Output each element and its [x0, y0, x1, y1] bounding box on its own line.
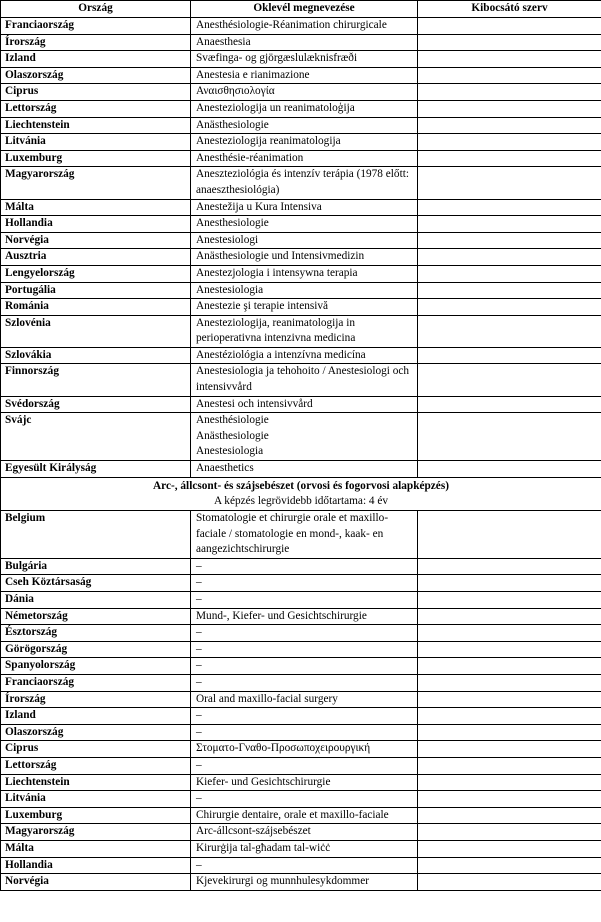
issuer-cell	[418, 824, 601, 841]
diploma-title-cell: Arc-állcsont-szájsebészet	[191, 824, 418, 841]
issuer-cell	[418, 216, 601, 233]
issuer-cell	[418, 641, 601, 658]
issuer-cell	[418, 364, 601, 396]
country-cell: Cseh Köztársaság	[1, 575, 191, 592]
issuer-cell	[418, 724, 601, 741]
table-row	[1, 608, 601, 625]
country-cell: Románia	[1, 299, 191, 316]
issuer-cell	[418, 18, 601, 35]
table-row	[1, 691, 601, 708]
country-cell: Hollandia	[1, 216, 191, 233]
country-cell: Málta	[1, 840, 191, 857]
table-row	[1, 18, 601, 35]
diploma-title-cell: –	[191, 757, 418, 774]
diploma-title-cell: –	[191, 791, 418, 808]
table-row	[1, 807, 601, 824]
table-row	[1, 592, 601, 609]
table-row	[1, 511, 601, 559]
table-row	[1, 874, 601, 891]
country-cell: Olaszország	[1, 67, 191, 84]
section-subtitle: A képzés legrövidebb időtartama: 4 év	[213, 494, 389, 507]
country-cell: Izland	[1, 708, 191, 725]
section-block	[1, 477, 601, 510]
table-row	[1, 641, 601, 658]
diploma-title-cell: Kirurġija tal-għadam tal-wiċċ	[191, 840, 418, 857]
issuer-cell	[418, 741, 601, 758]
issuer-cell	[418, 461, 601, 478]
table-row	[1, 824, 601, 841]
table-row	[1, 299, 601, 316]
issuer-cell	[418, 674, 601, 691]
diploma-title-cell: Στοματο-Γναθο-Προσωποχειρουργική	[191, 741, 418, 758]
table-row	[1, 199, 601, 216]
country-cell: Litvánia	[1, 134, 191, 151]
section-title: Arc-, állcsont- és szájsebészet (orvosi és fogorvosi alapképzés)	[153, 479, 449, 492]
issuer-cell	[418, 874, 601, 891]
country-cell: Franciaország	[1, 18, 191, 35]
table-row	[1, 674, 601, 691]
issuer-cell	[418, 413, 601, 461]
section-header-row	[1, 477, 601, 510]
country-cell: Hollandia	[1, 857, 191, 874]
country-cell: Görögország	[1, 641, 191, 658]
country-cell: Izland	[1, 51, 191, 68]
issuer-cell	[418, 315, 601, 347]
table-row	[1, 216, 601, 233]
table-row	[1, 413, 601, 461]
table-row	[1, 84, 601, 101]
table-row	[1, 575, 601, 592]
country-cell: Norvégia	[1, 874, 191, 891]
table-row	[1, 51, 601, 68]
table-row	[1, 265, 601, 282]
diploma-title-cell: Anästhesiologie und Intensivmedizin	[191, 249, 418, 266]
issuer-cell	[418, 658, 601, 675]
diploma-title-cell: –	[191, 674, 418, 691]
issuer-cell	[418, 150, 601, 167]
issuer-cell	[418, 691, 601, 708]
issuer-cell	[418, 396, 601, 413]
country-cell: Dánia	[1, 592, 191, 609]
country-cell: Svájc	[1, 413, 191, 461]
country-cell: Ciprus	[1, 84, 191, 101]
table-row	[1, 167, 601, 199]
country-cell: Luxemburg	[1, 807, 191, 824]
country-cell: Ciprus	[1, 741, 191, 758]
country-cell: Írország	[1, 691, 191, 708]
issuer-cell	[418, 840, 601, 857]
country-cell: Bulgária	[1, 558, 191, 575]
diploma-title-cell: Kiefer- und Gesichtschirurgie	[191, 774, 418, 791]
issuer-cell	[418, 199, 601, 216]
country-cell: Norvégia	[1, 232, 191, 249]
issuer-cell	[418, 807, 601, 824]
diploma-title-cell: Anesthésiologie Anästhesiologie Anestesiologia	[191, 413, 418, 461]
diploma-title-cell: Anästhesiologie	[191, 117, 418, 134]
maxillofacial-rows	[1, 511, 601, 891]
issuer-cell	[418, 232, 601, 249]
diploma-title-cell: Anestesiologia ja tehohoito / Anestesiologi och intensivvård	[191, 364, 418, 396]
country-cell: Luxemburg	[1, 150, 191, 167]
diploma-title-cell: Stomatologie et chirurgie orale et maxillo-faciale / stomatologie en mond-, kaak- en aangezichtschirurgie	[191, 511, 418, 559]
issuer-cell	[418, 708, 601, 725]
diploma-title-cell: –	[191, 708, 418, 725]
diploma-title-cell: Svæfinga- og gjörgæslulæknisfræði	[191, 51, 418, 68]
diploma-title-cell: Aneszteziológia és intenzív terápia (1978 előtt: anaeszthesiológia)	[191, 167, 418, 199]
country-cell: Szlovákia	[1, 347, 191, 364]
table-row	[1, 724, 601, 741]
country-cell: Finnország	[1, 364, 191, 396]
issuer-cell	[418, 100, 601, 117]
issuer-cell	[418, 134, 601, 151]
diploma-title-cell: –	[191, 592, 418, 609]
table-row	[1, 757, 601, 774]
diploma-title-cell: Anestezie şi terapie intensivă	[191, 299, 418, 316]
issuer-cell	[418, 347, 601, 364]
table-row	[1, 347, 601, 364]
issuer-cell	[418, 282, 601, 299]
issuer-cell	[418, 167, 601, 199]
diploma-title-cell: –	[191, 857, 418, 874]
diploma-title-cell: –	[191, 575, 418, 592]
country-cell: Ausztria	[1, 249, 191, 266]
diploma-title-cell: Kjevekirurgi og munnhulesykdommer	[191, 874, 418, 891]
issuer-cell	[418, 511, 601, 559]
issuer-cell	[418, 265, 601, 282]
table-row	[1, 791, 601, 808]
diploma-title-cell: Anestéziológia a intenzívna medicína	[191, 347, 418, 364]
diploma-title-cell: Anestežija u Kura Intensiva	[191, 199, 418, 216]
country-cell: Olaszország	[1, 724, 191, 741]
diploma-title-cell: –	[191, 558, 418, 575]
header-issuer: Kibocsátó szerv	[418, 1, 601, 18]
country-cell: Egyesült Királyság	[1, 461, 191, 478]
table-row	[1, 708, 601, 725]
diploma-title-cell: Chirurgie dentaire, orale et maxillo-faciale	[191, 807, 418, 824]
table-row	[1, 232, 601, 249]
country-cell: Málta	[1, 199, 191, 216]
table-row	[1, 100, 601, 117]
diploma-title-cell: Anestesi och intensivvård	[191, 396, 418, 413]
country-cell: Liechtenstein	[1, 774, 191, 791]
diploma-title-cell: Anestesia e rianimazione	[191, 67, 418, 84]
diploma-title-cell: Anesthésiologie-Réanimation chirurgicale	[191, 18, 418, 35]
issuer-cell	[418, 117, 601, 134]
diploma-title-cell: Anesteziologija, reanimatologija in perioperativna intenzivna medicina	[191, 315, 418, 347]
country-cell: Lengyelország	[1, 265, 191, 282]
diploma-title-cell: Mund-, Kiefer- und Gesichtschirurgie	[191, 608, 418, 625]
country-cell: Lettország	[1, 100, 191, 117]
table-row	[1, 249, 601, 266]
country-cell: Belgium	[1, 511, 191, 559]
diploma-title-cell: Anesteziologija un reanimatoloģija	[191, 100, 418, 117]
country-cell: Franciaország	[1, 674, 191, 691]
table-row	[1, 840, 601, 857]
issuer-cell	[418, 249, 601, 266]
table-row	[1, 315, 601, 347]
issuer-cell	[418, 791, 601, 808]
table-row	[1, 282, 601, 299]
issuer-cell	[418, 51, 601, 68]
country-cell: Magyarország	[1, 824, 191, 841]
issuer-cell	[418, 774, 601, 791]
diploma-title-cell: Anesteziologija reanimatologija	[191, 134, 418, 151]
country-cell: Írország	[1, 34, 191, 51]
country-cell: Szlovénia	[1, 315, 191, 347]
country-cell: Németország	[1, 608, 191, 625]
diploma-title-cell: Anestesiologia	[191, 282, 418, 299]
diploma-title-cell: –	[191, 724, 418, 741]
issuer-cell	[418, 575, 601, 592]
country-cell: Svédország	[1, 396, 191, 413]
table-row	[1, 774, 601, 791]
diploma-title-cell: Anaesthesia	[191, 34, 418, 51]
table-row	[1, 364, 601, 396]
table-row	[1, 625, 601, 642]
table-row	[1, 741, 601, 758]
issuer-cell	[418, 558, 601, 575]
table-row	[1, 461, 601, 478]
issuer-cell	[418, 299, 601, 316]
header-country: Ország	[1, 1, 191, 18]
country-cell: Liechtenstein	[1, 117, 191, 134]
issuer-cell	[418, 592, 601, 609]
issuer-cell	[418, 67, 601, 84]
table-row	[1, 117, 601, 134]
diploma-title-cell: Anesthésie-réanimation	[191, 150, 418, 167]
diploma-title-cell: Αναισθησιολογία	[191, 84, 418, 101]
country-cell: Portugália	[1, 282, 191, 299]
section-header-cell	[1, 477, 601, 510]
table-row	[1, 150, 601, 167]
table-row	[1, 857, 601, 874]
diploma-title-cell: Anaesthetics	[191, 461, 418, 478]
country-cell: Spanyolország	[1, 658, 191, 675]
header-row	[1, 1, 601, 18]
anaesthesiology-rows	[1, 18, 601, 478]
diploma-title-cell: Oral and maxillo-facial surgery	[191, 691, 418, 708]
country-cell: Észtország	[1, 625, 191, 642]
header-diploma: Oklevél megnevezése	[191, 1, 418, 18]
issuer-cell	[418, 757, 601, 774]
table-row	[1, 34, 601, 51]
issuer-cell	[418, 84, 601, 101]
diploma-title-cell: –	[191, 658, 418, 675]
diploma-title-cell: –	[191, 641, 418, 658]
issuer-cell	[418, 608, 601, 625]
table-row	[1, 67, 601, 84]
diploma-title-cell: Anestesiologi	[191, 232, 418, 249]
table-row	[1, 396, 601, 413]
country-cell: Litvánia	[1, 791, 191, 808]
table-row	[1, 658, 601, 675]
diploma-title-cell: Anestezjologia i intensywna terapia	[191, 265, 418, 282]
country-cell: Magyarország	[1, 167, 191, 199]
diploma-title-cell: Anesthesiologie	[191, 216, 418, 233]
diploma-title-cell: –	[191, 625, 418, 642]
table-row	[1, 134, 601, 151]
issuer-cell	[418, 857, 601, 874]
country-cell: Lettország	[1, 757, 191, 774]
issuer-cell	[418, 625, 601, 642]
issuer-cell	[418, 34, 601, 51]
table-row	[1, 558, 601, 575]
